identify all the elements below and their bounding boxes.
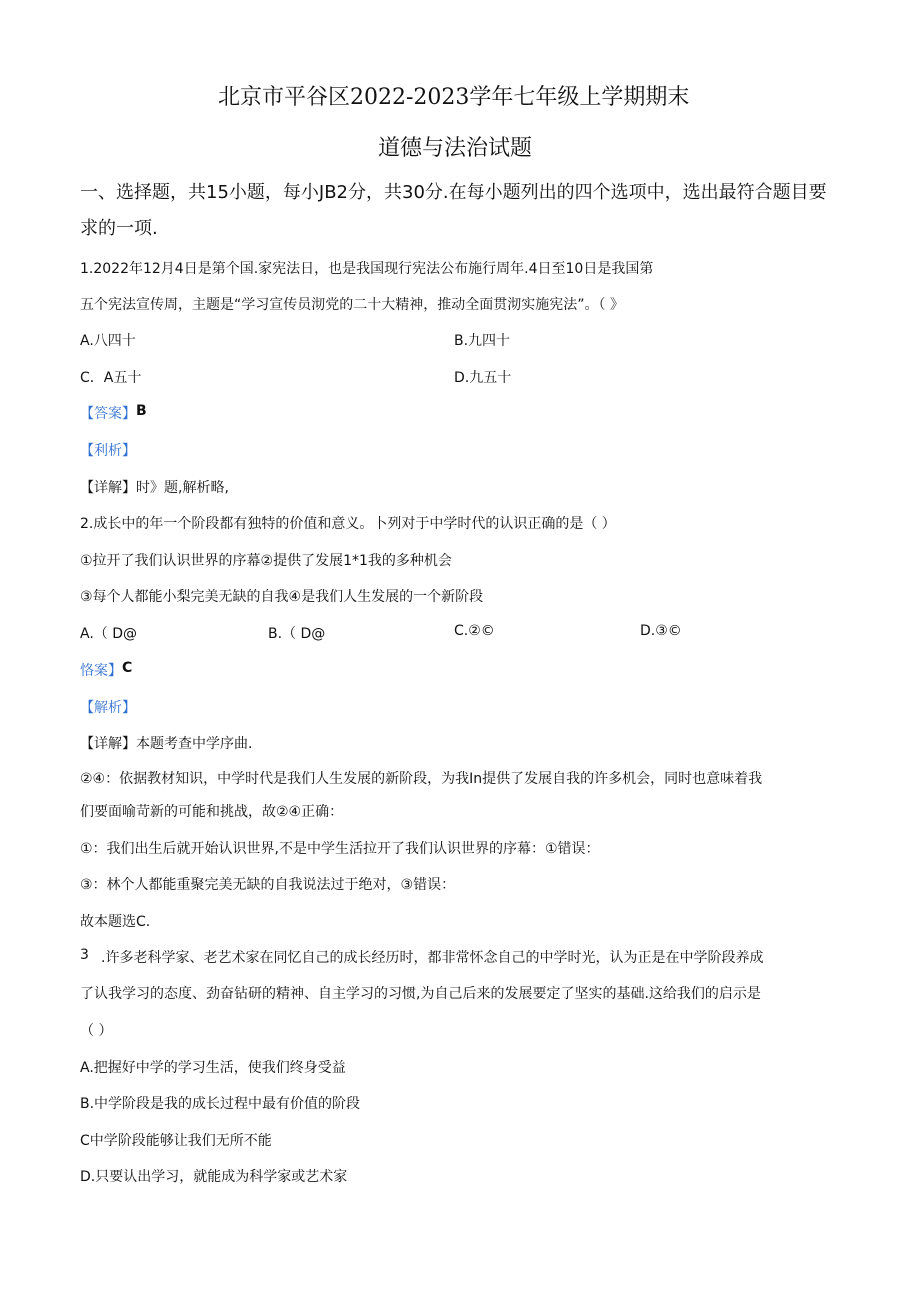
q2-option-c: C.②© <box>454 623 495 639</box>
q2-answer-value: C <box>122 660 133 676</box>
q2-stem: 2.成长中的年一个阶段都有独特的价值和意义。卜列对于中学时代的认识正确的是（ ） <box>80 516 616 532</box>
q1-option-a: A.八四十 <box>80 333 136 349</box>
q2-explanation-line-4: ③：林个人都能重聚完美无缺的自我说法过于绝对，③错误： <box>80 877 456 893</box>
q1-option-d: D.九五十 <box>454 370 512 386</box>
q1-option-b: B.九四十 <box>454 333 511 349</box>
q2-item-1: ①拉开了我们认识世界的序幕②提供了发展1*1我的多种机会 <box>80 553 452 569</box>
q3-option-b: B.中学阶段是我的成长过程中最有价值的阶段 <box>80 1096 361 1112</box>
q3-option-c: C中学阶段能够让我们无所不能 <box>80 1133 272 1149</box>
q1-option-c: C．A五十 <box>80 370 142 386</box>
section-heading-line-1: 一、选择题，共15小题，每小JB2分，共30分.在每小题列出的四个选项中，选出最符合题目要 <box>80 182 827 203</box>
q3-option-d: D.只要认出学习，就能成为科学家或艺术家 <box>80 1169 348 1185</box>
q3-stem-number: 3 <box>80 947 89 963</box>
q2-analysis-tag: 【解析】 <box>80 700 136 716</box>
q2-explanation-line-3: ①：我们出生后就开始认识世界,不是中学生活拉开了我们认识世界的序幕：①错误： <box>80 841 600 857</box>
q2-option-a: A.（ D@ <box>80 626 138 642</box>
title-line-1: 北京市平谷区2022-2023学年七年级上学期期末 <box>218 85 690 110</box>
q2-item-2: ③每个人都能小梨完美无缺的自我④是我们人生发展的一个新阶段 <box>80 589 484 605</box>
q1-answer <box>80 403 147 423</box>
q3-stem-line-2: 了认我学习的态度、劲奋钻研的精神、自主学习的习惯,为自己后来的发展要定了坚实的基础.这给我们的启示是 <box>80 986 761 1002</box>
q2-conclusion: 故本题选C. <box>80 914 151 930</box>
q2-explanation-line-1: ②④：依据教材知识，中学时代是我们人生发展的新阶段，为我In提供了发展自我的许多机会，同时也意味着我 <box>80 771 763 787</box>
q1-answer-tag: 【答案】 <box>80 406 136 422</box>
q2-option-d: D.③© <box>640 623 682 639</box>
q3-stem-line-3: （ ） <box>80 1023 113 1039</box>
q2-option-b: B.（ D@ <box>268 626 326 642</box>
section-heading-line-2: 求的一项. <box>80 218 158 239</box>
q1-stem-line-1: 1.2022年12月4日是第个国.家宪法日，也是我国现行宪法公布施行周年.4日至10日是我国第 <box>80 261 654 277</box>
q1-answer-value: B <box>136 403 147 419</box>
q2-explanation-line-2: 们要面喻苛新的可能和挑战，故②④正确： <box>80 804 344 820</box>
title-line-2: 道德与法治试题 <box>378 136 533 161</box>
q2-answer-tag: 恪案】 <box>80 663 122 679</box>
q1-detail: 【详解】时》题,解析略, <box>80 480 229 496</box>
q1-analysis-tag: 【利析】 <box>80 443 136 459</box>
q1-stem-line-2: 五个宪法宣传周，主题是“学习宣传员沏党的二十大精神，推动全面贯沏实施宪法”。（ 》 <box>80 297 624 313</box>
q3-stem-line-1: .许多老科学家、老艺术家在同忆自己的成长经历时，都非常怀念自己的中学时光，认为正是在中学阶段养成 <box>101 950 764 966</box>
q3-option-a: A.把握好中学的学习生活，使我们终身受益 <box>80 1060 346 1076</box>
q2-detail: 【详解】本题考查中学序曲. <box>80 736 253 752</box>
q2-answer <box>80 660 132 680</box>
